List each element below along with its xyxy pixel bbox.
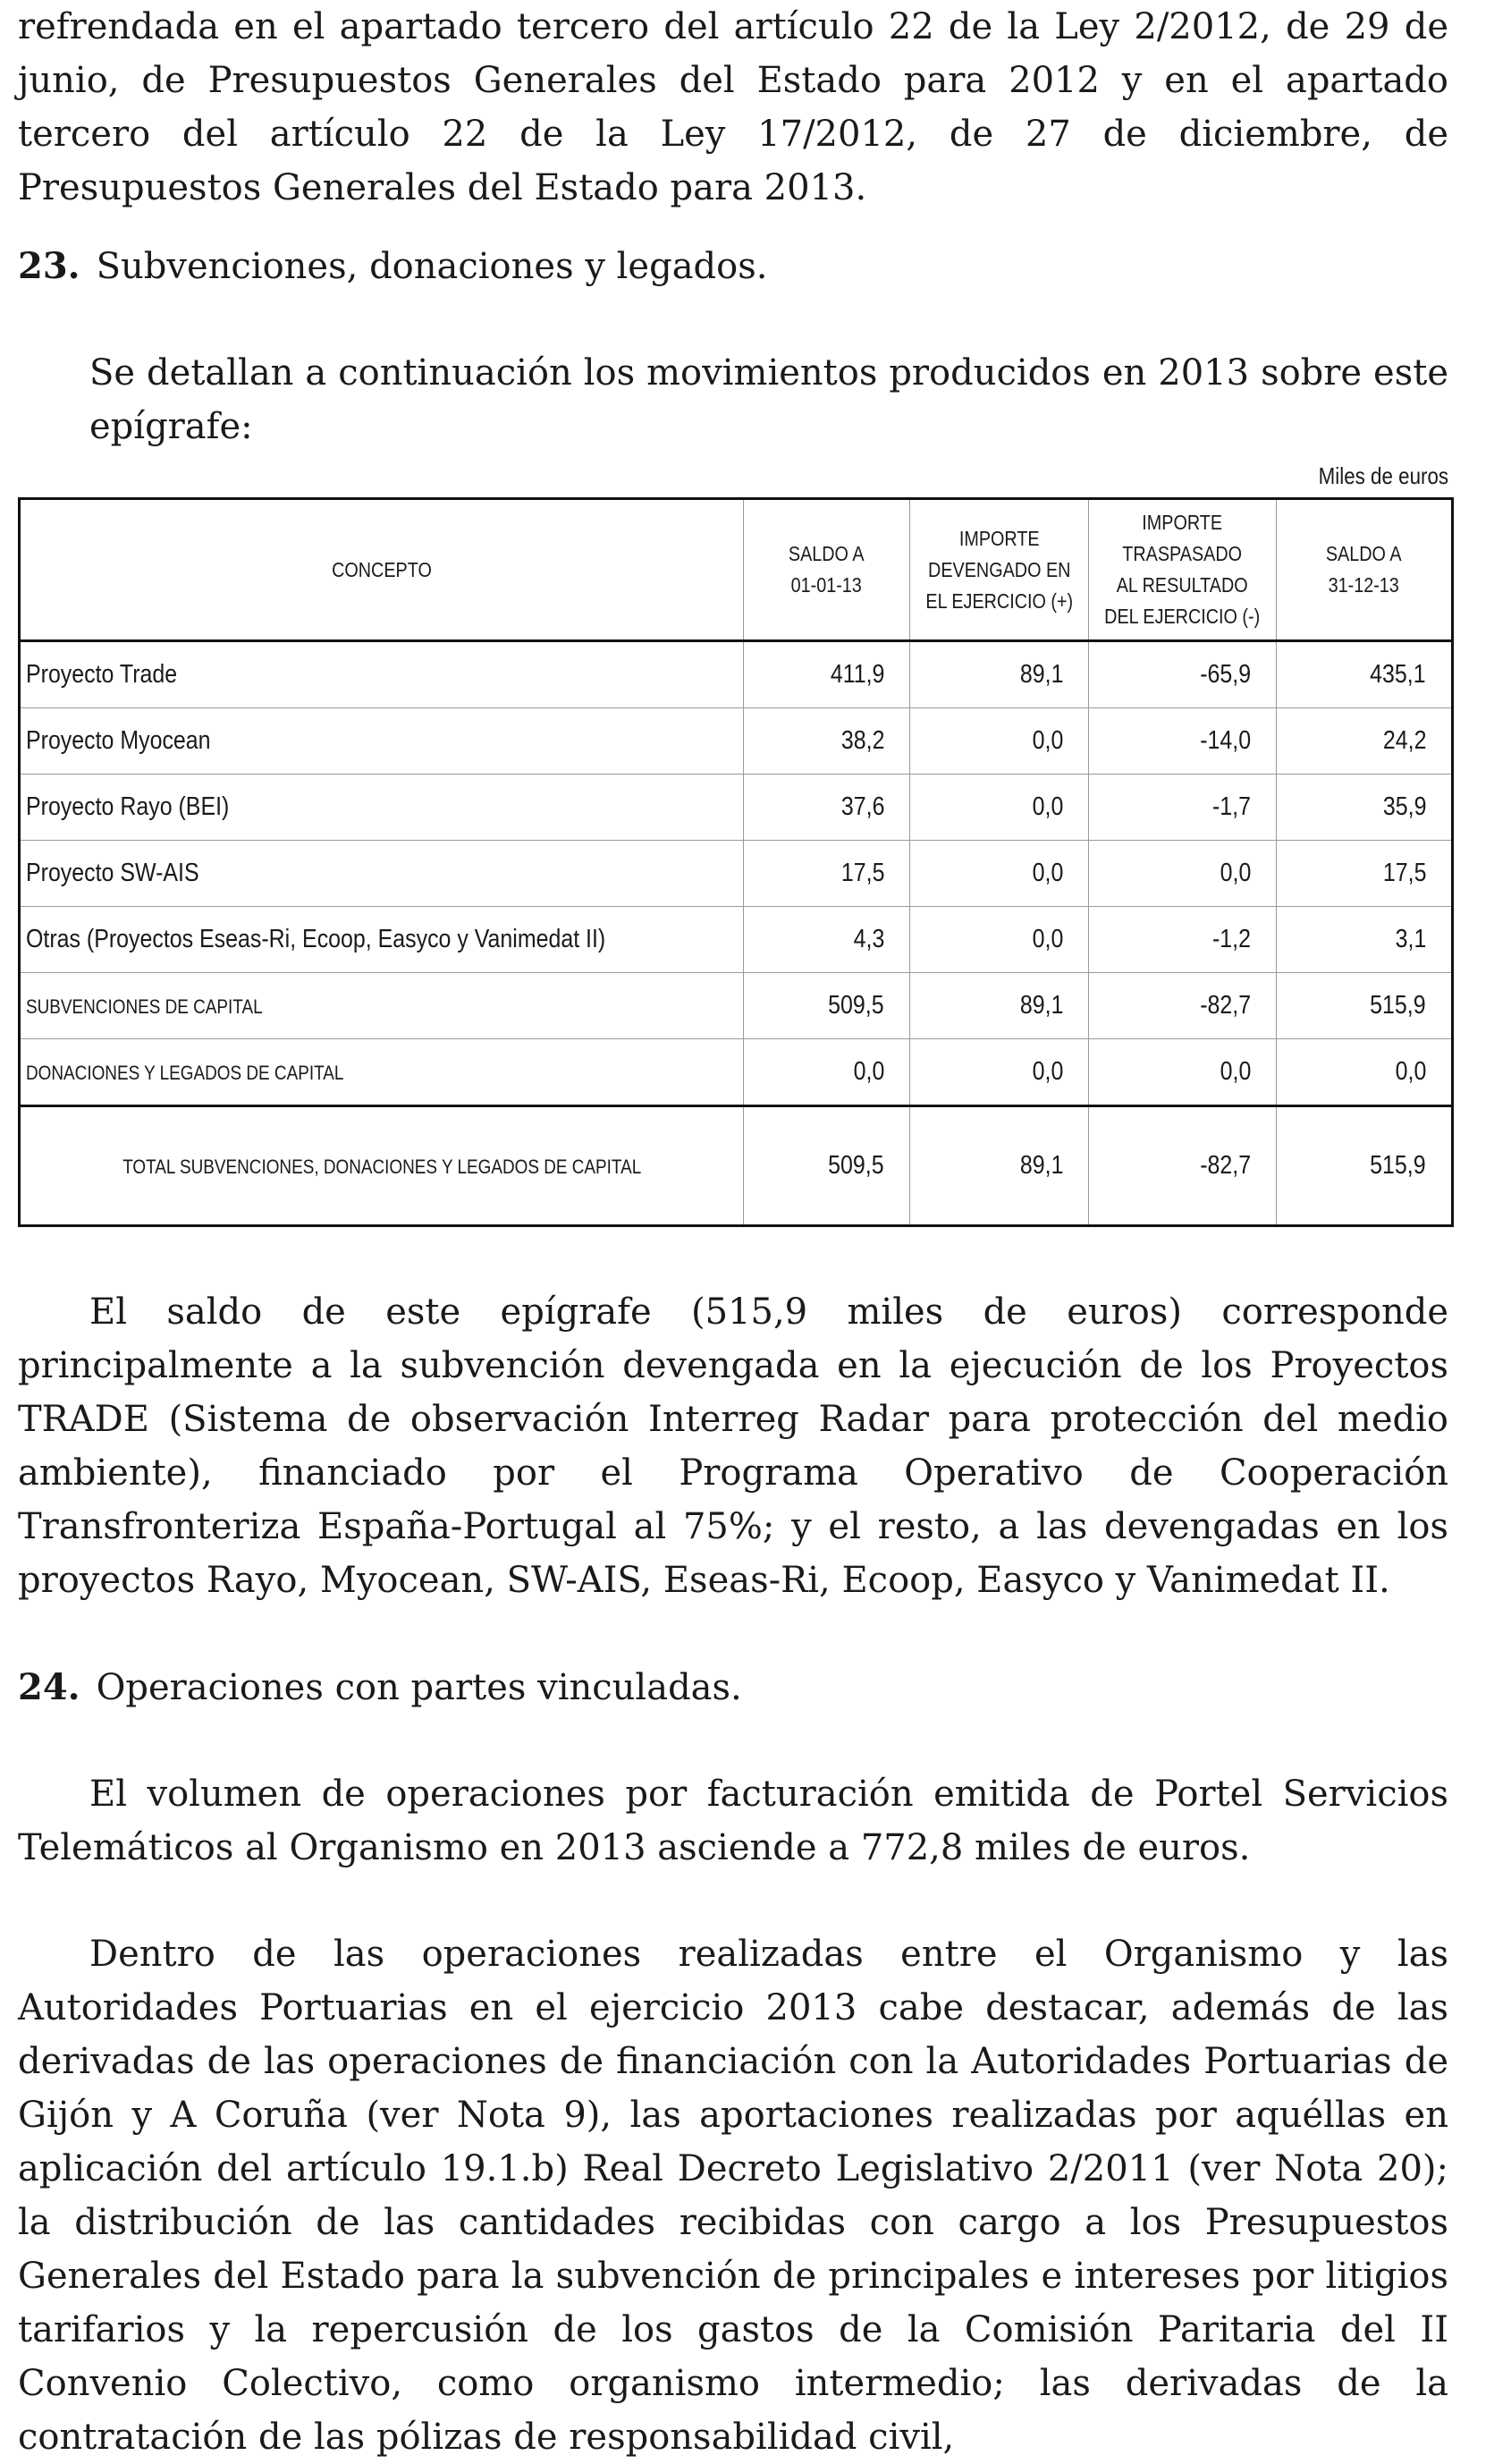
section-24-number: 24. (18, 1666, 80, 1708)
cell-saldo-final: 0,0 (1277, 1039, 1453, 1106)
cell-devengado: 89,1 (910, 973, 1089, 1039)
cell-saldo-inicial: 38,2 (744, 708, 910, 775)
intro-paragraph: refrendada en el apartado tercero del artículo 22 de la Ley 2/2012, de 29 de junio, de Presupuestos Generales del Estado para 2012 y en el apartado tercero del artículo 22 de la Ley 17/2012, de 27 de diciembre, de Presupuestos Generales del Estado para 2013. (18, 6, 1448, 208)
cell-total-traspasado: -82,7 (1089, 1106, 1277, 1226)
cell-concepto: SUBVENCIONES DE CAPITAL (20, 973, 744, 1039)
cell-traspasado: 0,0 (1089, 1039, 1277, 1106)
cell-concepto: Otras (Proyectos Eseas-Ri, Ecoop, Easyco y Vanimedat II) (20, 907, 744, 973)
section-23-title: Subvenciones, donaciones y legados. (96, 246, 768, 287)
cell-devengado: 0,0 (910, 775, 1089, 841)
cell-devengado: 0,0 (910, 708, 1089, 775)
header-concepto: CONCEPTO (20, 499, 744, 641)
cell-traspasado: -1,7 (1089, 775, 1277, 841)
cell-devengado: 0,0 (910, 841, 1089, 907)
section-24-heading (18, 1661, 742, 1715)
cell-devengado: 0,0 (910, 907, 1089, 973)
table-row-total (20, 1106, 1453, 1226)
cell-saldo-inicial: 17,5 (744, 841, 910, 907)
cell-traspasado: -65,9 (1089, 641, 1277, 708)
section-23-lead: Se detallan a continuación los movimientos producidos en 2013 sobre este epígrafe: (89, 352, 1448, 447)
cell-saldo-inicial: 4,3 (744, 907, 910, 973)
cell-concepto: Proyecto Myocean (20, 708, 744, 775)
cell-saldo-final: 3,1 (1277, 907, 1453, 973)
cell-total-devengado: 89,1 (910, 1106, 1089, 1226)
cell-saldo-final: 35,9 (1277, 775, 1453, 841)
section-24-paragraph-1: El volumen de operaciones por facturación emitida de Portel Servicios Telemáticos al Organismo en 2013 asciende a 772,8 miles de euros. (18, 1774, 1448, 1868)
section-24-title: Operaciones con partes vinculadas. (96, 1667, 742, 1708)
cell-saldo-inicial: 411,9 (744, 641, 910, 708)
table-row (20, 641, 1453, 708)
header-saldo-inicial: SALDO A 01-01-13 (744, 499, 910, 641)
table-row (20, 907, 1453, 973)
table-row (20, 708, 1453, 775)
section-24-paragraph-2: Dentro de las operaciones realizadas entre el Organismo y las Autoridades Portuarias en el ejercicio 2013 cabe destacar, además de las derivadas de las operaciones de financiación con la Autoridades Portuarias de Gijón y A Coruña (ver Nota 9), las aportaciones realizadas por aquéllas en aplicación del artículo 19.1.b) Real Decreto Legislativo 2/2011 (ver Nota 20); la distribución de las cantidades recibidas con cargo a los Presupuestos Generales del Estado para la subvención de principales e intereses por litigios tarifarios y la repercusión de los gastos de la Comisión Paritaria del II Convenio Colectivo, como organismo intermedio; las derivadas de la contratación de las pólizas de responsabilidad civil, (18, 1934, 1448, 2458)
header-saldo-final: SALDO A 31-12-13 (1277, 499, 1453, 641)
cell-saldo-final: 435,1 (1277, 641, 1453, 708)
cell-concepto: Proyecto SW-AIS (20, 841, 744, 907)
subsidies-table (18, 497, 1454, 1227)
cell-saldo-final: 24,2 (1277, 708, 1453, 775)
cell-concepto: Proyecto Rayo (BEI) (20, 775, 744, 841)
header-importe-devengado: IMPORTE DEVENGADO EN EL EJERCICIO (+) (910, 499, 1089, 641)
section-23-explanation: El saldo de este epígrafe (515,9 miles de euros) corresponde principalmente a la subvención devengada en la ejecución de los Proyectos TRADE (Sistema de observación Interreg Radar para protección del medio ambiente), financiado por el Programa Operativo de Cooperación Transfronteriza España-Portugal al 75%; y el resto, a las devengadas en los proyectos Rayo, Myocean, SW-AIS, Eseas-Ri, Ecoop, Easyco y Vanimedat II. (18, 1291, 1448, 1601)
cell-traspasado: 0,0 (1089, 841, 1277, 907)
cell-total-concepto: TOTAL SUBVENCIONES, DONACIONES Y LEGADOS DE CAPITAL (20, 1106, 744, 1226)
table-header-row (20, 499, 1453, 641)
section-23-heading (18, 240, 767, 293)
header-importe-traspasado: IMPORTE TRASPASADO AL RESULTADO DEL EJERCICIO (-) (1089, 499, 1277, 641)
cell-saldo-inicial: 509,5 (744, 973, 910, 1039)
cell-concepto: DONACIONES Y LEGADOS DE CAPITAL (20, 1039, 744, 1106)
table-row (20, 841, 1453, 907)
cell-devengado: 0,0 (910, 1039, 1089, 1106)
cell-saldo-inicial: 37,6 (744, 775, 910, 841)
cell-total-saldo-final: 515,9 (1277, 1106, 1453, 1226)
cell-devengado: 89,1 (910, 641, 1089, 708)
table-row-subtotal (20, 973, 1453, 1039)
cell-traspasado: -14,0 (1089, 708, 1277, 775)
cell-concepto: Proyecto Trade (20, 641, 744, 708)
section-23-number: 23. (18, 245, 80, 287)
cell-total-saldo-inicial: 509,5 (744, 1106, 910, 1226)
cell-saldo-final: 17,5 (1277, 841, 1453, 907)
table-row (20, 775, 1453, 841)
cell-traspasado: -82,7 (1089, 973, 1277, 1039)
cell-saldo-inicial: 0,0 (744, 1039, 910, 1106)
cell-saldo-final: 515,9 (1277, 973, 1453, 1039)
cell-traspasado: -1,2 (1089, 907, 1277, 973)
table-row-subtotal (20, 1039, 1453, 1106)
table-units-label: Miles de euros (1318, 462, 1448, 489)
